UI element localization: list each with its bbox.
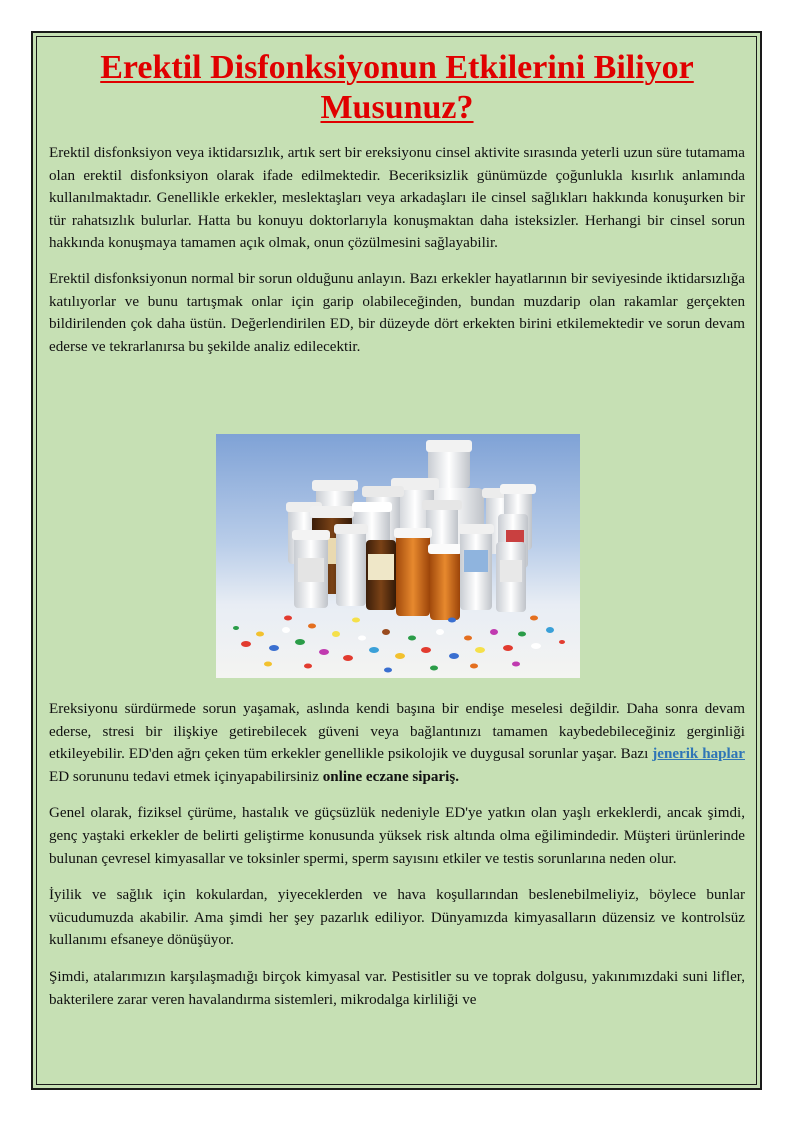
paragraph-2: Erektil disfonksiyonun normal bir sorun olduğunu anlayın. Bazı erkekler hayatlarının bir seviyesinde iktidarsızlığa katılıyorlar ve bunu tartışmak onlar için garip olabileceğinden, bundan muzdarip olan rakamlar gerçekten bildirilenden çok daha üstün. Değerlendirilen ED, bir düzeyde dört erkekten birini etkilemektedir ve sorun devam ederse ve tekrarlanırsa bu şekilde analiz edilecektir. — [49, 270, 745, 355]
paragraph-5: İyilik ve sağlık için kokulardan, yiyeceklerden ve hava koşullarından beslenebilmeliyiz, böylece bunlar vücudumuzda akabilir. Ama şimdi her şey pazarlık ediliyor. Dünyamızda kimyasalların düzensiz ve kontrolsüz kullanımı efsaneye dönüşüyor. — [49, 887, 745, 949]
paragraph-3-text-start: Ereksiyonu sürdürmede sorun yaşamak, aslında kendi başına bir endişe meselesi değildir. Daha sonra devam ederse, stresi bir ilişkiye getirebilecek güveni veya bağlantınızı tamamen kaybedebileceğiniz gerginliği etkileyebilir. ED'den ağrı çeken tüm erkekler genellikle psikolojik ve duygusal sorunlar yaşar. Bazı — [49, 701, 745, 763]
title-text: Erektil Disfonksiyonun Etkilerini Biliyor Musunuz — [100, 49, 694, 126]
paragraph-6: Şimdi, atalarımızın karşılaşmadığı birçok kimyasal var. Pestisitler su ve toprak dolgusu, yakınımızdaki suni lifler, bakterilere zarar veren havalandırma sistemleri, mikrodalga kirliliği ve — [49, 968, 745, 1008]
article-title — [49, 48, 745, 128]
pills-photo — [216, 434, 580, 678]
paragraph-1: Erektil disfonksiyon veya iktidarsızlık, artık sert bir ereksiyonu cinsel aktivite sırasında yeterli uzun süre tutamama olan erektil disfonksiyon olarak ifade edilmektedir. Beceriksizlik günümüzde çoğunlukla kısırlık anlamında kullanılmaktadır. Genellikle erkekler, meslektaşları veya arkadaşları ile cinsel sağlıkları hakkında konuşurken bir tür rahatsızlık bulurlar. Hatta bu konuyu doktorlarıyla konuşmaktan daha isteksizler. Herhangi bir cinsel sorun hakkında konuşmaya tamamen açık olmak, onun çözülmesini sağlayabilir. — [49, 145, 745, 252]
pills-illustration — [216, 434, 580, 678]
online-pharmacy-order-text: online eczane sipariş. — [322, 768, 459, 785]
title-question-mark: ? — [456, 89, 474, 126]
paragraph-3 — [49, 698, 745, 788]
article — [49, 48, 745, 1008]
paragraph-3-text-middle: ED sorununu tedavi etmek içinyapabilirsiniz — [49, 768, 323, 785]
lower-section — [49, 698, 745, 1011]
paragraph-4: Genel olarak, fiziksel çürüme, hastalık ve güçsüzlük nedeniyle ED'ye yatkın olan yaşlı erkeklerdi, ancak şimdi, genç yaştaki erkekler de belirti geliştirme konusunda yüksek risk altında olma eğilimindedir. Müşteri ürünlerinde bulunan çevresel kimyasallar ve toksinler spermi, sperm sayısını etkiler ve testis sorunlarına neden olur. — [49, 805, 745, 867]
generic-pills-link[interactable]: jenerik haplar — [652, 746, 745, 763]
